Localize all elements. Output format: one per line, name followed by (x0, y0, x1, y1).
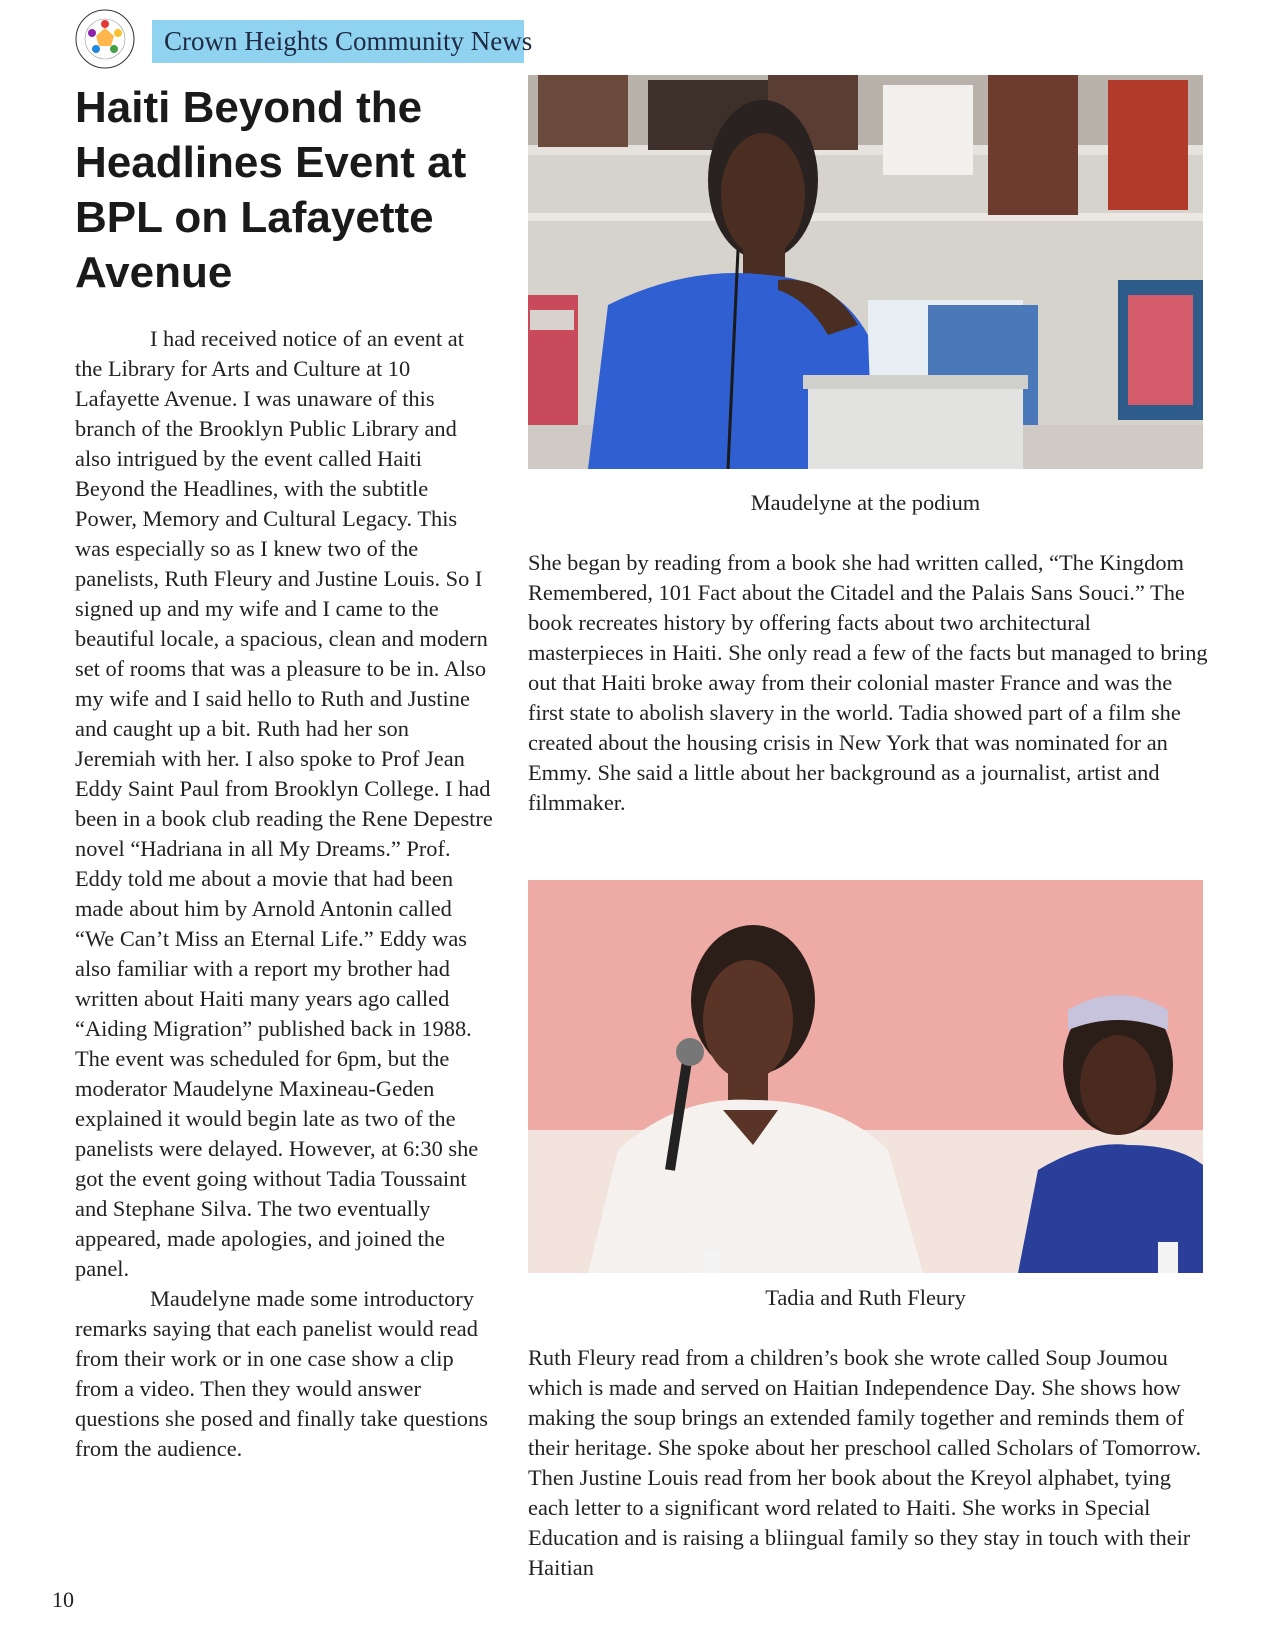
article-headline: Haiti Beyond the Headlines Event at BPL on Lafayette Avenue (75, 83, 467, 297)
maudelyne-podium-photo (528, 75, 1203, 469)
publication-banner: Crown Heights Community News (152, 20, 524, 63)
photo-2-caption: Tadia and Ruth Fleury (765, 1285, 966, 1310)
page-number: 10 (52, 1587, 74, 1612)
left-paragraph-1: I had received notice of an event at the Library for Arts and Culture at 10 Lafayette Avenue. I was unaware of this branch of the Brooklyn Public Library and also intrigued by the event called Haiti Beyond the Headlines, with the subtitle Power, Memory and Cultural Legacy. This was especially so as I knew two of the panelists, Ruth Fleury and Justine Louis. So I signed up and my wife and I came to the beautiful locale, a spacious, clean and modern set of rooms that was a pleasure to be in. Also my wife and I said hello to Ruth and Justine and caught up a bit. Ruth had her son Jeremiah with her. I also spoke to Prof Jean Eddy Saint Paul from Brooklyn College. I had been in a book club reading the Rene Depestre novel “Hadriana in all My Dreams.” Prof. Eddy told me about a movie that had been made about him by Arnold Antonin called “We Can’t Miss an Eternal Life.” Eddy was also familiar with a report my brother had written about Haiti many years ago called “Aiding Migration” published back in 1988. The event was scheduled for 6pm, but the moderator Maudelyne Maxineau-Geden explained it would begin late as two of the panelists were delayed. However, at 6:30 she got the event going without Tadia Toussaint and Stephane Silva. The two eventually appeared, made apologies, and joined the panel. (75, 326, 493, 1281)
photo-1-caption: Maudelyne at the podium (750, 490, 981, 515)
left-paragraph-2: Maudelyne made some introductory remarks saying that each panelist would read from their work or in one case show a clip from a video. Then they would answer questions she posed and finally take questions from the audience. (75, 1286, 488, 1461)
left-column (75, 324, 495, 1464)
right-column-top (528, 548, 1208, 818)
right-column-bottom (528, 1343, 1208, 1583)
right-paragraph-2: Ruth Fleury read from a children’s book she wrote called Soup Joumou which is made and served on Haitian Independence Day. She shows how making the soup brings an extended family together and reminds them of their heritage. She spoke about her preschool called Scholars of Tomorrow. Then Justine Louis read from her book about the Kreyol alphabet, tying each letter to a significant word related to Haiti. She works in Special Education and is raising a bliingual family so they stay in touch with their Haitian (528, 1345, 1202, 1580)
right-paragraph-1: She began by reading from a book she had written called, “The Kingdom Remembered, 101 Fact about the Citadel and the Palais Sans Souci.” The book recreates history by offering facts about two architectural masterpieces in Haiti. She only read a few of the facts but managed to bring out that Haiti broke away from their colonial master France and was the first state to abolish slavery in the world. Tadia showed part of a film she created about the housing crisis in New York that was nominated for an Emmy. She said a little about her background as a journalist, artist and filmmaker. (528, 550, 1208, 815)
organization-logo (74, 8, 136, 70)
tadia-ruth-photo (528, 880, 1203, 1273)
